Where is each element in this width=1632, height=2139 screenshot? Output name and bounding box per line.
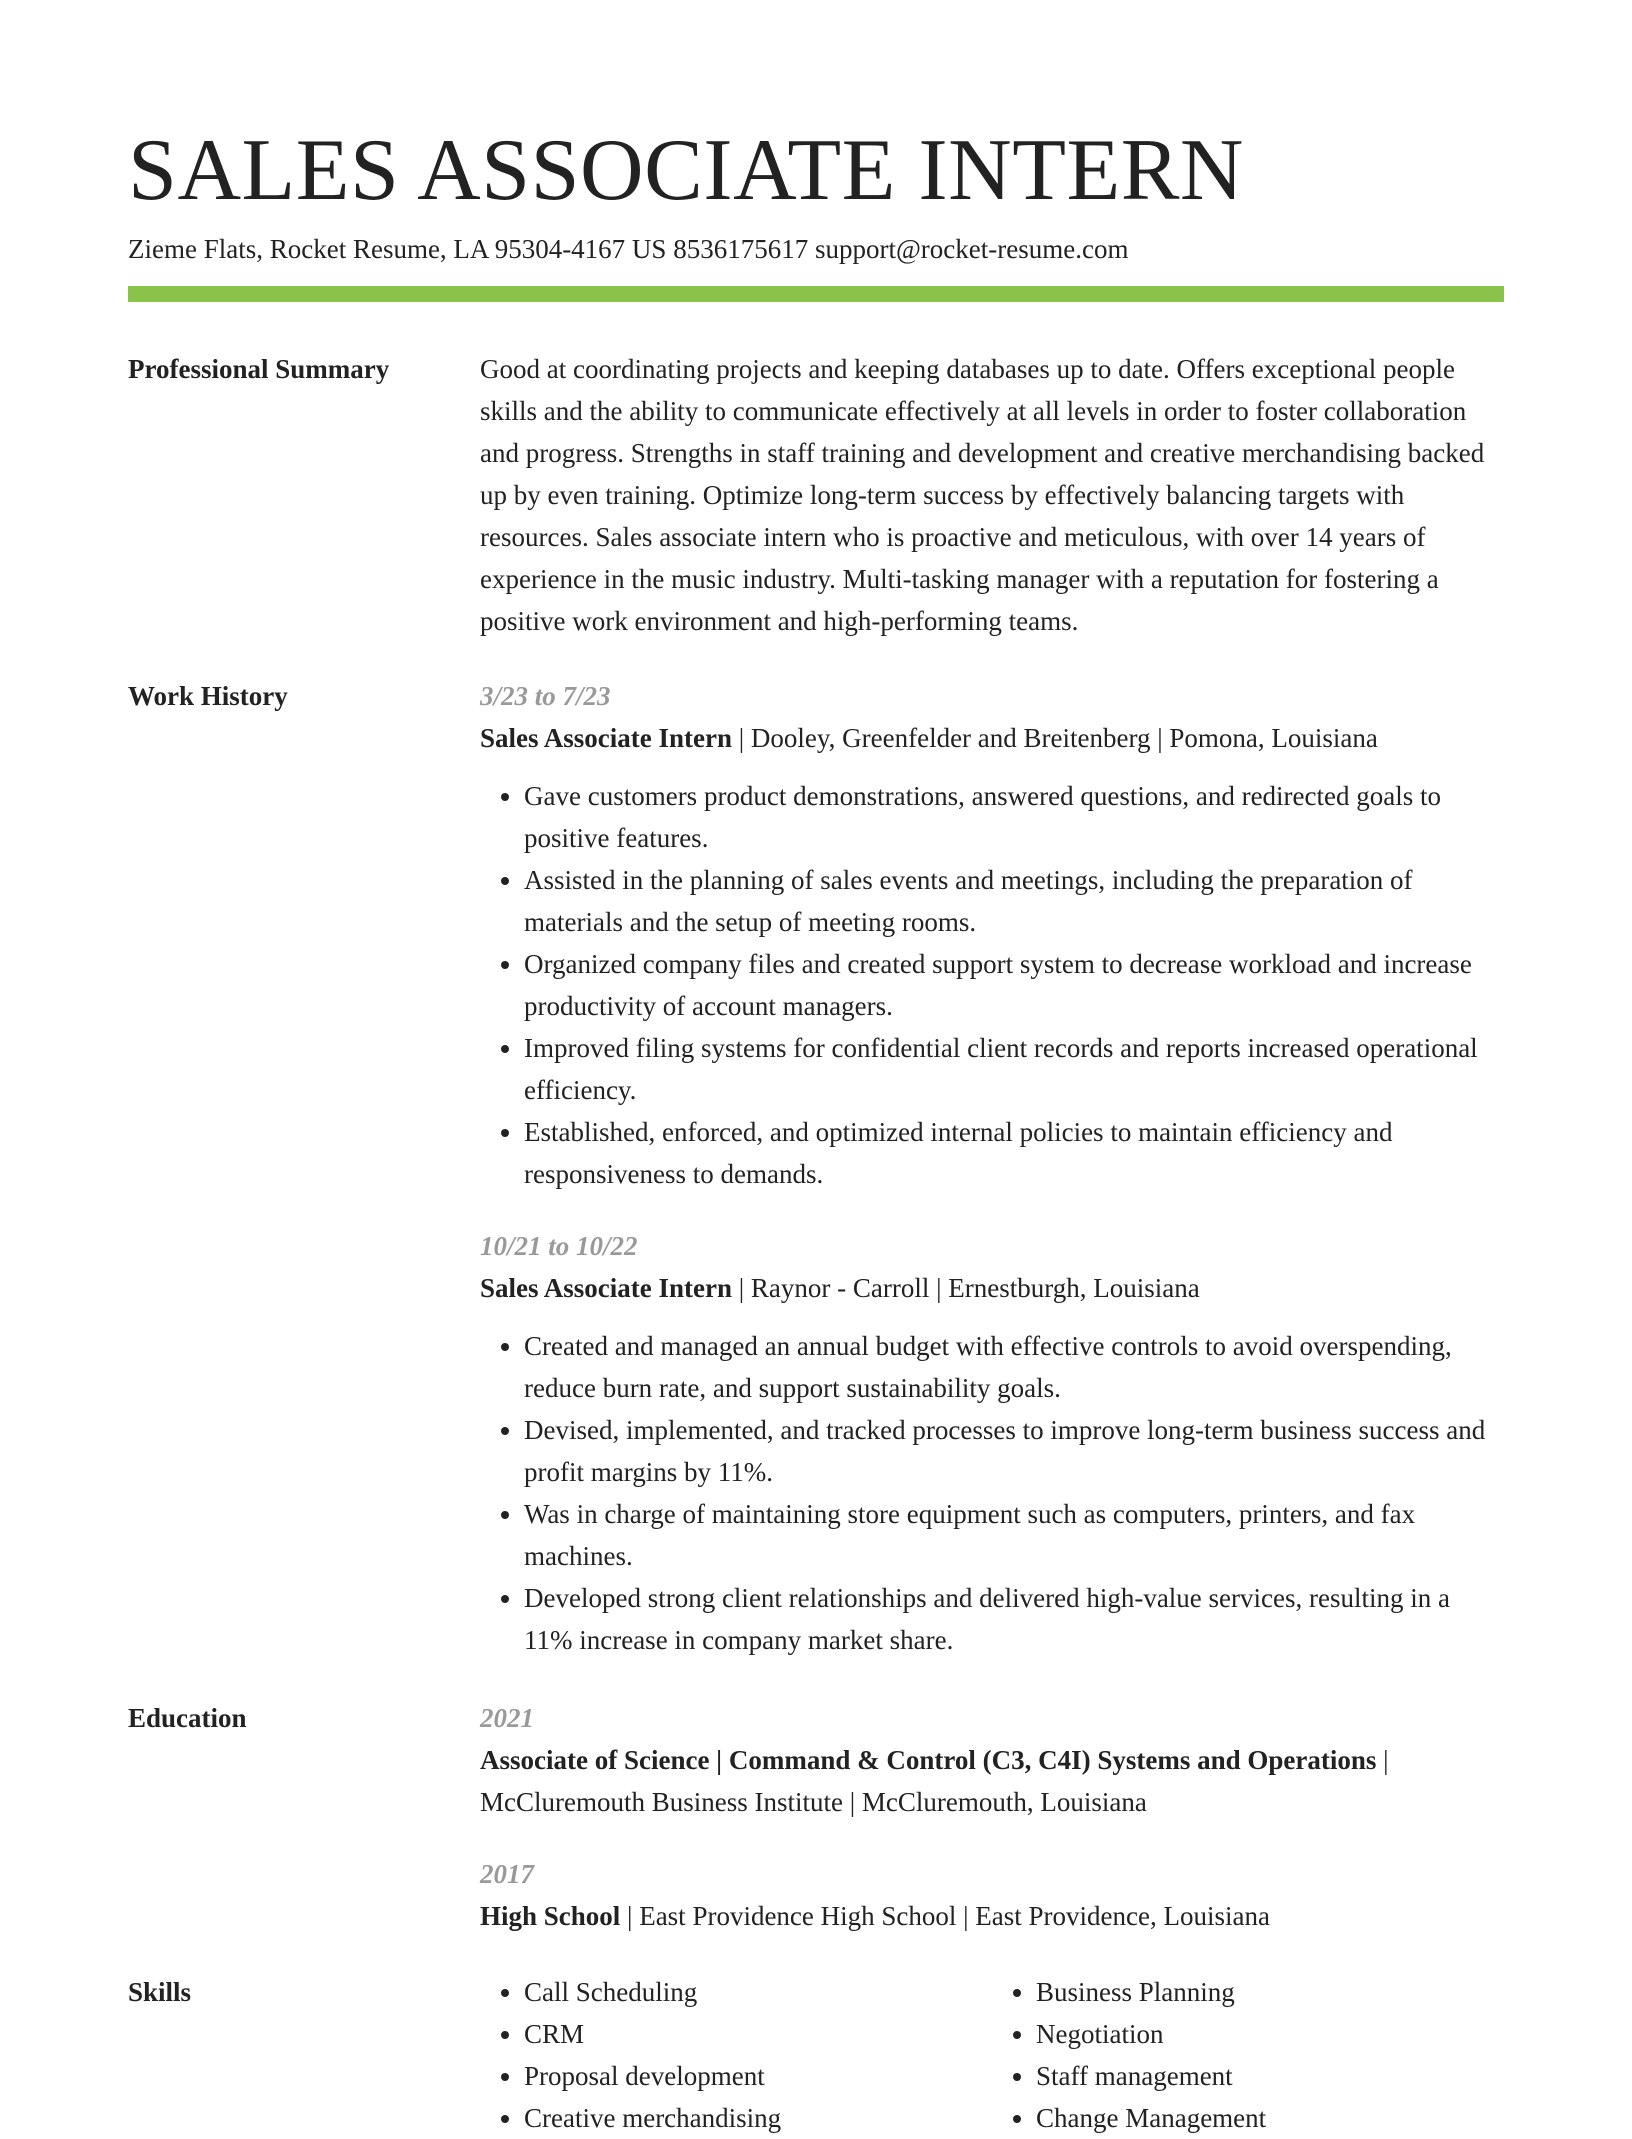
job-bullets bbox=[480, 775, 1504, 1195]
job-bullet: • Improved filing systems for confidential client records and reports increased operational efficiency. bbox=[524, 1027, 1504, 1111]
work-history-body bbox=[480, 675, 1504, 1661]
education-body bbox=[480, 1697, 1504, 1937]
job-entry bbox=[480, 675, 1504, 1195]
education-school: | McCluremouth Business Institute | McCluremouth, Louisiana bbox=[480, 1745, 1389, 1817]
summary-label: Professional Summary bbox=[128, 354, 390, 384]
job-role-line bbox=[480, 717, 1504, 759]
skills-label: Skills bbox=[128, 1977, 192, 2007]
job-employer: | Raynor - Carroll | Ernestburgh, Louisiana bbox=[732, 1273, 1200, 1303]
skills-column-left bbox=[480, 1971, 992, 2139]
job-role-line bbox=[480, 1267, 1504, 1309]
skill-item: • Proposal development bbox=[524, 2055, 992, 2097]
summary-body bbox=[480, 348, 1504, 642]
work-history-label: Work History bbox=[128, 681, 288, 711]
job-employer: | Dooley, Greenfelder and Breitenberg | Pomona, Louisiana bbox=[732, 723, 1378, 753]
education-label: Education bbox=[128, 1703, 247, 1733]
skill-item: • Change Management bbox=[1036, 2097, 1504, 2139]
job-bullet: • Organized company files and created support system to decrease workload and increase productivity of account managers. bbox=[524, 943, 1504, 1027]
skills-columns bbox=[480, 1971, 1504, 2139]
job-bullet: • Was in charge of maintaining store equipment such as computers, printers, and fax machines. bbox=[524, 1493, 1504, 1577]
header-divider bbox=[128, 286, 1504, 302]
job-title: Sales Associate Intern bbox=[480, 1273, 732, 1303]
job-bullet: • Gave customers product demonstrations, answered questions, and redirected goals to positive features. bbox=[524, 775, 1504, 859]
education-year: 2017 bbox=[480, 1859, 534, 1889]
job-bullets bbox=[480, 1325, 1504, 1661]
job-bullet: • Devised, implemented, and tracked processes to improve long-term business success and profit margins by 11%. bbox=[524, 1409, 1504, 1493]
education-line bbox=[480, 1739, 1504, 1823]
job-dates: 10/21 to 10/22 bbox=[480, 1231, 638, 1261]
job-bullet: • Created and managed an annual budget with effective controls to avoid overspending, reduce burn rate, and support sustainability goals. bbox=[524, 1325, 1504, 1409]
skill-item: • Staff management bbox=[1036, 2055, 1504, 2097]
job-dates: 3/23 to 7/23 bbox=[480, 681, 611, 711]
job-bullet: • Assisted in the planning of sales events and meetings, including the preparation of materials and the setup of meeting rooms. bbox=[524, 859, 1504, 943]
skill-item: • Call Scheduling bbox=[524, 1971, 992, 2013]
education-entry bbox=[480, 1853, 1504, 1937]
contact-line: Zieme Flats, Rocket Resume, LA 95304-4167 US 8536175617 support@rocket-resume.com bbox=[128, 234, 1129, 264]
job-bullet: • Developed strong client relationships and delivered high-value services, resulting in a 11% increase in company market share. bbox=[524, 1577, 1504, 1661]
skills-body bbox=[480, 1971, 1504, 2139]
skill-item: • Negotiation bbox=[1036, 2013, 1504, 2055]
skill-item: • CRM bbox=[524, 2013, 992, 2055]
job-bullet: • Established, enforced, and optimized internal policies to maintain efficiency and responsiveness to demands. bbox=[524, 1111, 1504, 1195]
job-title: Sales Associate Intern bbox=[480, 723, 732, 753]
education-entry bbox=[480, 1697, 1504, 1823]
education-line bbox=[480, 1895, 1504, 1937]
education-degree: Associate of Science | Command & Control (C3, C4I) Systems and Operations bbox=[480, 1745, 1377, 1775]
job-entry bbox=[480, 1225, 1504, 1661]
education-school: | East Providence High School | East Providence, Louisiana bbox=[620, 1901, 1270, 1931]
education-year: 2021 bbox=[480, 1703, 534, 1733]
resume-title: SALES ASSOCIATE INTERN bbox=[128, 122, 1244, 219]
skill-item: • Business Planning bbox=[1036, 1971, 1504, 2013]
education-degree: High School bbox=[480, 1901, 621, 1931]
skills-column-right bbox=[992, 1971, 1504, 2139]
skill-item: • Creative merchandising bbox=[524, 2097, 992, 2139]
summary-text: Good at coordinating projects and keeping databases up to date. Offers exceptional people skills and the ability to communicate effectively at all levels in order to foster collaboration and progress. Strengths in staff training and development and creative merchandising backed up by even training. Optimize long-term success by effectively balancing targets with resources. Sales associate intern who is proactive and meticulous, with over 14 years of experience in the music industry. Multi-tasking manager with a reputation for fostering a positive work environment and high-performing teams. bbox=[480, 354, 1485, 636]
